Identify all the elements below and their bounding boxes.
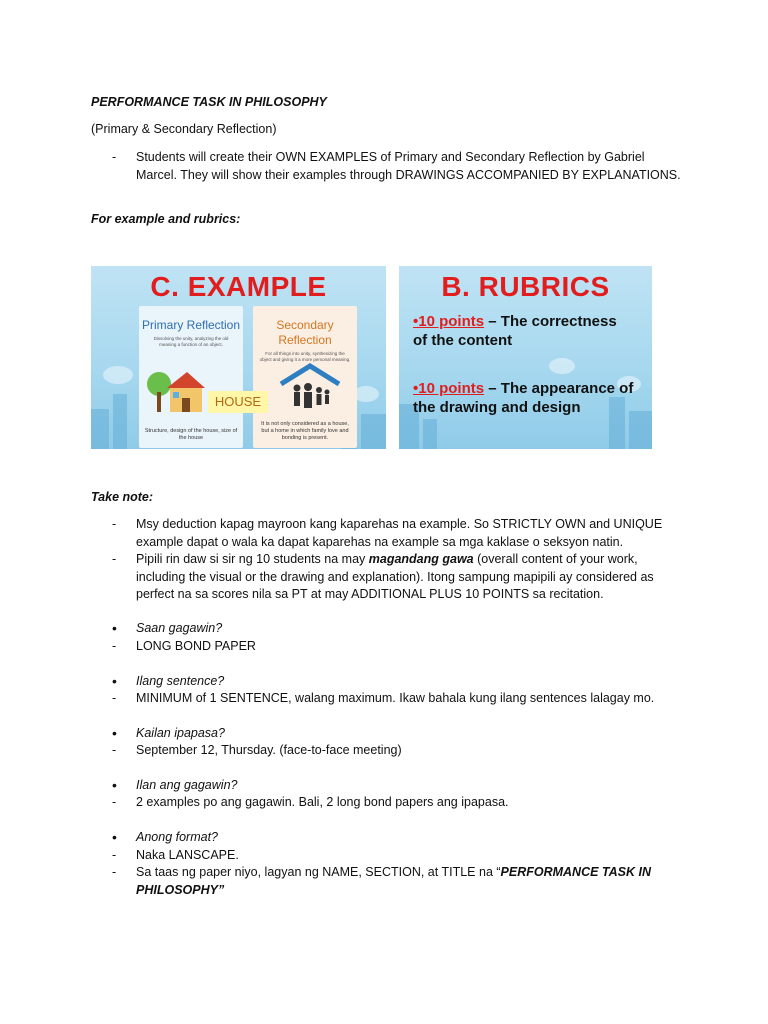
faq-question: [91, 673, 224, 691]
faq-answer: [91, 742, 681, 760]
intro-list-item: [91, 149, 681, 184]
decor-bubble: [103, 366, 133, 384]
family-home-icon: [277, 362, 343, 412]
faq-answer: [91, 794, 681, 812]
question-text: Kailan ipapasa?: [136, 726, 225, 740]
note-text: Msy deduction kapag mayroon kang kaparehas na example. So STRICTLY OWN and UNIQUE example dapat o wala ka dapat kaparehas na example sa mga kaklase o seksyon natin.: [136, 517, 663, 549]
document-title: PERFORMANCE TASK IN PHILOSOPHY: [91, 95, 327, 109]
answer-text: 2 examples po ang gagawin. Bali, 2 long bond papers ang ipapasa.: [136, 795, 509, 809]
dash-marker: -: [112, 639, 117, 653]
faq-question: [91, 777, 237, 795]
decor-bubble: [549, 358, 575, 374]
bullet-marker: •: [112, 620, 117, 636]
answer-text: MINIMUM of 1 SENTENCE, walang maximum. Ikaw bahala kung ilang sentences lalagay mo.: [136, 691, 655, 705]
rubrics-slide-title: B. RUBRICS: [441, 271, 610, 302]
bullet-marker: •: [112, 673, 117, 689]
answer-text-part: Sa taas ng paper niyo, lagyan ng NAME, SECTION, at TITLE na “: [136, 865, 501, 879]
rubric-points: •10 points: [413, 380, 485, 397]
rubric-item-design: [413, 379, 643, 417]
example-slide-title: C. EXAMPLE: [150, 271, 327, 302]
faq-answer: [91, 638, 681, 656]
question-text: Anong format?: [136, 830, 218, 844]
question-text: Ilan ang gagawin?: [136, 778, 238, 792]
question-text: Ilang sentence?: [136, 674, 225, 688]
dash-marker: -: [112, 150, 117, 164]
dash-marker: -: [112, 848, 117, 862]
example-slide-image: [91, 266, 386, 449]
question-text: Saan gagawin?: [136, 621, 223, 635]
rubric-description: – The correctness of the content: [413, 313, 617, 349]
note-list-item: [91, 551, 681, 604]
secondary-reflection-note: It is not only considered as a house, but a home in which family love and bonding is present.: [261, 421, 349, 441]
faq-question: [91, 620, 222, 638]
answer-text: Naka LANSCAPE.: [136, 848, 239, 862]
dash-marker: -: [112, 865, 117, 879]
faq-question: [91, 725, 225, 743]
answer-text: LONG BOND PAPER: [136, 639, 256, 653]
note-text: [136, 551, 681, 604]
example-heading: For example and rubrics:: [91, 212, 241, 226]
faq-answer: [91, 847, 681, 865]
secondary-reflection-caption: For all things into unity, synthesizing the object and giving it a more personal meaning.: [259, 351, 351, 362]
rubric-description: – The appearance of the drawing and design: [413, 380, 634, 416]
dash-marker: -: [112, 743, 117, 757]
primary-reflection-caption: Dissolving the unity, analyzing the old meaning a function of an object.: [153, 336, 229, 347]
rubric-points: •10 points: [413, 313, 485, 330]
faq-question: [91, 829, 218, 847]
house-tree-icon: [145, 362, 207, 418]
faq-answer: [91, 864, 681, 899]
note-text-part: Pipili rin daw si sir ng 10 students na may: [136, 552, 369, 566]
primary-reflection-panel: [139, 306, 243, 448]
answer-text: [136, 864, 681, 899]
document-subtitle: (Primary & Secondary Reflection): [91, 122, 277, 136]
note-list-item: [91, 516, 681, 551]
secondary-reflection-heading: Secondary Reflection: [276, 318, 334, 347]
rubric-item-content: [413, 312, 633, 350]
bullet-marker: •: [112, 829, 117, 845]
dash-marker: -: [112, 552, 117, 566]
note-emphasis: magandang gawa: [368, 552, 474, 566]
house-label: HOUSE: [208, 391, 268, 413]
bullet-marker: •: [112, 725, 117, 741]
primary-reflection-heading: Primary Reflection: [141, 318, 241, 332]
note-text-part: (overall content of your work, including the visual or the drawing and explanation). Itong sampung mapipili ay considered as perfect na sa scores nila sa PT at may ADDITIONAL PLUS 10 POINTS sa recitation.: [136, 552, 654, 601]
bullet-marker: •: [112, 777, 117, 793]
primary-reflection-note: Structure, design of the house, size of the house: [144, 428, 238, 441]
dash-marker: -: [112, 517, 117, 531]
rubrics-slide-image: [399, 266, 652, 449]
take-note-heading: Take note:: [91, 490, 154, 504]
faq-answer: [91, 690, 681, 708]
answer-text: September 12, Thursday. (face-to-face meeting): [136, 743, 402, 757]
dash-marker: -: [112, 691, 117, 705]
dash-marker: -: [112, 795, 117, 809]
intro-text: Students will create their OWN EXAMPLES of Primary and Secondary Reflection by Gabriel Marcel. They will show their examples through DRAWINGS ACCOMPANIED BY EXPLANATIONS.: [136, 150, 681, 182]
secondary-reflection-panel: [253, 306, 357, 448]
answer-emphasis: PERFORMANCE TASK IN PHILOSOPHY”: [136, 865, 651, 897]
